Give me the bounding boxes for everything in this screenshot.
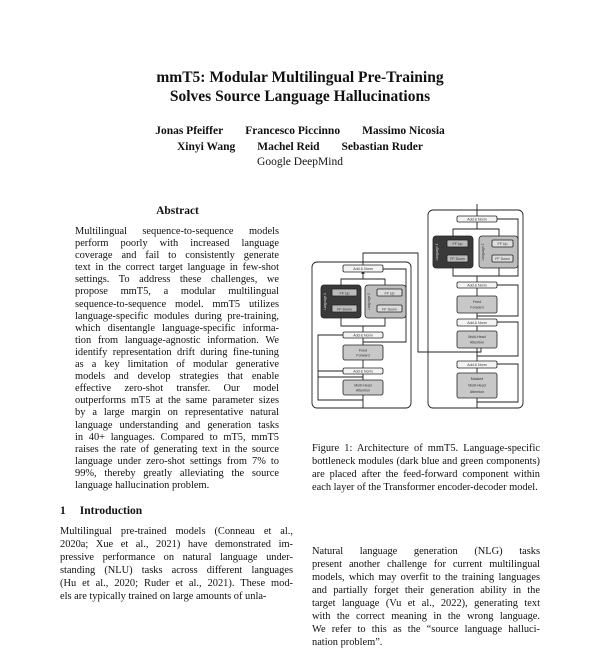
text-line: language hallucination problem. <box>75 479 210 491</box>
fig-label: Feed <box>358 348 368 353</box>
text-line: models, which may overfit to the training languages <box>312 571 540 583</box>
fig-label: Add & Norm <box>467 321 487 325</box>
author: Jonas Pfeiffer <box>155 125 224 137</box>
text-line: which disentangle language-specific informa- <box>75 322 279 334</box>
fig-label: Add & Norm <box>353 267 373 271</box>
fig-label: FF Down <box>495 257 510 261</box>
text-line: perform poorly with increased language <box>75 238 279 250</box>
fig-label: Language 2 <box>481 243 485 261</box>
text-line: propose mmT5, a modular multilingual <box>75 286 279 298</box>
fig-label: FF Up <box>339 291 350 296</box>
text-line: Multilingual sequence-to-sequence models <box>75 226 279 237</box>
text-line: We refer to this as the “source language halluci- <box>312 623 540 635</box>
affiliation: Google DeepMind <box>257 156 343 168</box>
text-line: in 40+ languages. Compared to mT5, mmT5 <box>75 431 279 443</box>
fig-label: FF Down <box>450 257 465 261</box>
abstract-heading: Abstract <box>156 205 199 217</box>
author: Massimo Nicosia <box>362 125 445 137</box>
fig-label: Add & Norm <box>467 363 487 367</box>
fig-label: Attention <box>469 340 485 345</box>
text-line: text in the correct target language in few-shot <box>75 262 279 274</box>
section-title: Introduction <box>79 505 143 517</box>
text-line: Natural language generation (NLG) tasks <box>312 546 540 557</box>
author: Sebastian Ruder <box>341 140 424 153</box>
fig-label: Multi-Head <box>468 383 486 388</box>
fig-label: Add & Norm <box>467 283 487 288</box>
text-line: as a key limitation of modular generative <box>75 359 279 371</box>
text-line: bottleneck modules (dark blue and green components) <box>312 455 540 467</box>
fig-label: FF Up <box>452 242 463 246</box>
text-line: standing (NLU) tasks across different languages <box>60 564 293 576</box>
text-line: els are typically trained on large amounts of unla- <box>60 590 267 602</box>
text-line: present another challenge for current multilingual <box>312 558 540 570</box>
fig-label: Forward <box>356 353 370 358</box>
author: Francesco Piccinno <box>245 125 341 137</box>
text-line: identify representation drift during fine-tuning <box>75 346 279 358</box>
text-line: pressive performance on natural language under- <box>60 551 293 563</box>
text-line: (Hu et al., 2020; Ruder et al., 2021). These mod- <box>60 577 293 589</box>
text-line: effective zero-shot transfer. Our model <box>75 383 279 395</box>
fig-label: Forward <box>470 305 484 310</box>
text-line: by a large margin on representative natural <box>75 407 279 419</box>
fig-label: Add & Norm <box>353 369 373 374</box>
text-line: settings. To address these challenges, we <box>75 274 279 286</box>
text-line: 99%, thereby greatly alleviating the source <box>75 467 279 479</box>
text-line: language-specific modules during pre-training, <box>75 310 279 322</box>
fig-label: FF Down <box>382 307 397 312</box>
fig-label: Add & Norm <box>467 217 487 222</box>
text-line: outperforms mT5 at the same parameter sizes <box>75 395 279 407</box>
fig-label: Masked <box>470 377 484 381</box>
fig-label: Language 1 <box>435 243 439 261</box>
text-line: are placed after the feed-forward component within <box>312 468 540 480</box>
text-line: and partially forget their generation ability in the <box>312 584 540 596</box>
text-line: 2020a; Xue et al., 2021) have demonstrated im- <box>60 538 293 550</box>
text-line: with the correct meaning in the wrong language. <box>312 610 540 622</box>
text-line: tion from language-agnostic information. We <box>75 334 279 346</box>
text-line: raises the rate of generating text in the source <box>75 443 279 455</box>
fig-label: Language 2 <box>367 293 371 310</box>
text-line: target language (Vu et al., 2022), generating text <box>312 597 540 609</box>
fig-label: Add & Norm <box>353 333 373 338</box>
fig-label: FF Down <box>337 307 352 312</box>
title-line: mmT5: Modular Multilingual Pre-Training <box>156 69 444 86</box>
text-line: language understanding and generation tasks <box>75 419 279 431</box>
author: Xinyi Wang <box>176 140 236 153</box>
title-line: Solves Source Language Hallucinations <box>169 88 431 105</box>
text-line: sequence-to-sequence model. mmT5 utilizes <box>75 298 279 310</box>
text-line: Multilingual pre-trained models (Conneau et al., <box>60 526 293 537</box>
fig-label: Multi-Head <box>468 335 486 339</box>
fig-label: Language 1 <box>323 293 327 310</box>
fig-label: FF Up <box>497 242 508 246</box>
text-line: nation problem”. <box>312 636 383 648</box>
fig-label: Attention <box>469 390 485 394</box>
text-line: coverage and fail to consistently generate <box>75 250 279 262</box>
fig-label: Attention <box>355 388 371 393</box>
author: Machel Reid <box>257 140 320 153</box>
fig-label: Multi-Head <box>354 383 372 388</box>
fig-label: Feed <box>472 300 482 304</box>
text-line: each layer of the Transformer encoder-decoder model. <box>312 481 538 493</box>
text-line: language under zero-shot settings from 7% to <box>75 455 279 467</box>
text-line: models and develop strategies that enable <box>75 371 279 383</box>
fig-label: FF Up <box>384 291 395 296</box>
section-number: 1 <box>60 505 66 517</box>
text-line: Figure 1: Architecture of mmT5. Language-specific <box>312 443 540 454</box>
